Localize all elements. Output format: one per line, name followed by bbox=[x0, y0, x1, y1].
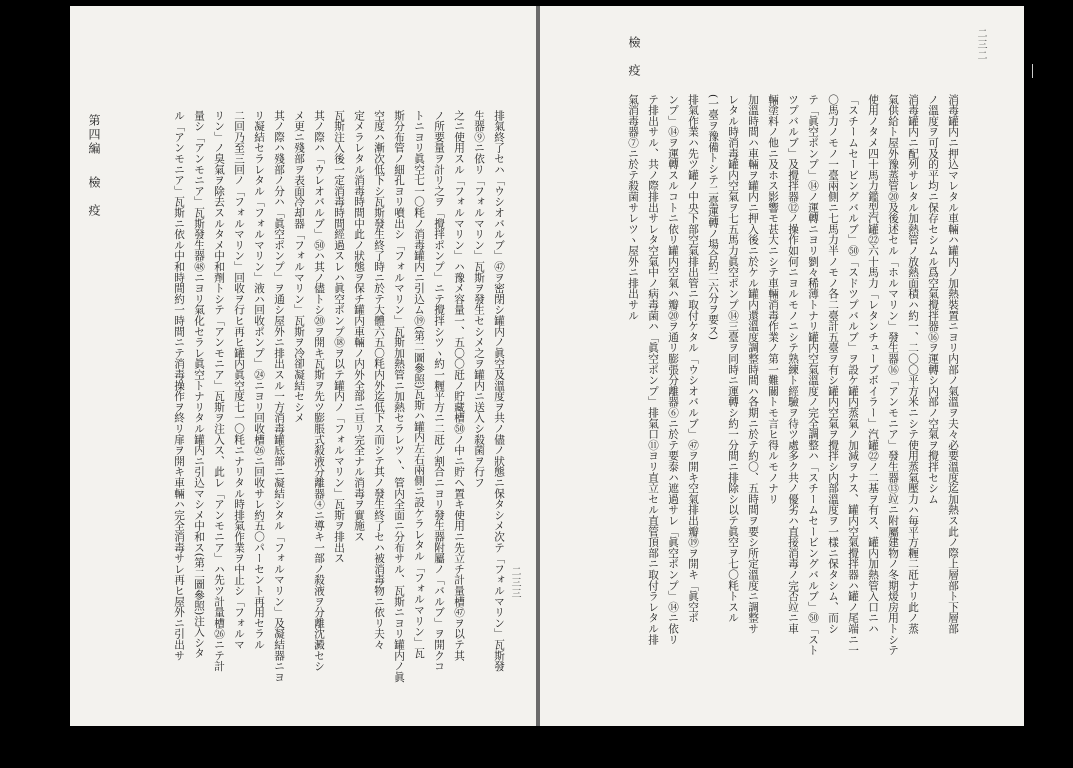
text-line: 排氣終了セハ「ウシオバルブ」㊼ヲ密閉シ罐内ノ眞空及溫度ヲ共ノ儘ノ狀態ニ保タシメ次テ「フォルマリン」瓦斯發 bbox=[493, 110, 505, 672]
text-line: 其ノ際ハ「ウレオバルブ」㊿ハ其ノ儘トシ⑳ヲ開キ瓦斯ヲ先ツ膨脹式殺液分離器④ニ導キ一部ノ殺液ヲ分離沈澱セシ bbox=[313, 110, 325, 672]
text-line: 生器⑨ニ依リ「フォルマリン」瓦斯ヲ發生セシメ之ヲ罐内ニ送入シ殺菌ヲ行フ bbox=[473, 110, 485, 488]
text-line: 二回乃至三回ノ「フォルマリン」回收ヲ行ヒ再ヒ罐内眞空度七一〇粍ニナリタル時排氣作業ヲ中止シ「フォルマ bbox=[233, 110, 245, 650]
left-page-number: 二三三 bbox=[509, 566, 520, 599]
text-line: レタル時消毒罐内空氣ヲ七五馬力眞空ポンプ⑭三臺ヲ同時ニ運轉シ約一分間ニ排除シ以テ眞空ヲ七〇粍トスル bbox=[727, 94, 739, 624]
text-line: テ排出サル、共ノ際排出サレタ空氣中ノ病毒菌ハ「眞空ポンプ」排氣口⑪ヨリ直立セル直管頂部ニ取付ラレタル排 bbox=[647, 94, 659, 645]
text-line: ル「アンモニア」瓦斯ニ依ル中和時間約一時間ニテ消毒操作ヲ終リ扉ヲ開キ車輛ハ完全消毒サレ再ヒ屋外ニ引出サ bbox=[173, 110, 185, 661]
left-header-title: 檢 疫 bbox=[87, 176, 101, 218]
left-header-section: 第四編 bbox=[87, 114, 101, 156]
text-line: 消毒罐内ニ配列サレタル加熱管ノ放熱面積ハ約一、二〇〇平方米ニシテ使用蒸氣壓力ハ毎平方糎二瓩ナリ此ノ蒸 bbox=[907, 94, 919, 634]
right-header-title: 檢 疫 bbox=[627, 36, 641, 78]
text-line: ンプ」⑭ヲ運轉スルコトニ依リ罐内空氣ハ瓣⑳ヲ通リ膨張分離器⑥ニ於テ要泰ハ遮過サレ「眞空ポンプ」⑭ニ依リ bbox=[667, 94, 679, 645]
text-line: 空度ハ漸次低下シ瓦斯發生終了時ニ於テ大體六五〇粍内外迄低下ス而シテ其ノ發生終了セハ被消毒物ニ依リ夫々 bbox=[373, 110, 385, 650]
text-line: 使用ノタメ四十馬力鑑型汽罐㉒六十馬力「レタンチューブボイラー」汽罐㉒ノ二基ヲ有ス、罐内加熱管入口ニハ bbox=[867, 94, 879, 634]
text-line: 定メラレタル消毒時間中此ノ狀態ヲ保チ罐内車輛ノ内外全部ニ亘リ完全ナル消毒ヲ實施ス bbox=[353, 110, 365, 542]
right-page bbox=[540, 6, 1024, 726]
text-line: リン」ノ臭氣ヲ除去スルタメ中和劑トシテ「アンモニア」瓦斯ヲ注入ス、此レ「アンモニア」ハ先ツ計量槽㉖ニテ計 bbox=[213, 110, 225, 672]
text-line: 排氣作業ハ先ツ罐ノ中央下部空氣排出管ニ取付ケタル「ウシオバルブ」㊼ヲ開キ空氣排出瓣⑲ヲ開キ「眞空ポ bbox=[687, 94, 699, 624]
text-line: 〇馬力ノモノ一臺兩側ニ七馬力半ノモノ各二臺計五臺ヲ有シ罐内空氣ヲ攪拌シ内部溫度ヲ一樣ニ保タシム、而シ bbox=[827, 94, 839, 634]
text-line: 消毒罐内ニ押込マレタル車輛ハ罐内ノ加熱裝置ニヨリ内部ノ氣溫ヲ夫々必要溫度迄加熱ス此ノ際上層部ト下層部 bbox=[947, 94, 959, 634]
text-line: 氣消毒器⑦ニ於テ殺菌サレツヽ屋外ニ排出サル bbox=[627, 94, 639, 321]
text-line: トニヨリ眞空七一〇粍ノ消毒罐内ニ引込ム⑲(第二圖參照)瓦斯ハ罐内左右兩側ニ設ケラレタル「フォルマリン」瓦 bbox=[413, 110, 425, 659]
text-line: 之ニ使用スル「フォルマリン」ハ豫メ容量一、五〇〇瓩ノ貯藏槽㊿ノ中ニ貯ヘ置キ使用ニ先立チ計量槽㊼ヲ以テ其 bbox=[453, 110, 465, 661]
scan-mark bbox=[1032, 64, 1033, 78]
text-line: 瓦斯注入後一定消毒時間經過スレハ眞空ポンプ⑱ヲ以テ罐内ノ「フォルマリン」瓦斯ヲ排出ス bbox=[333, 110, 345, 564]
text-line: ノ所要量ヲ計リ之ヲ「攪拌ポンプ」ニテ攪拌シツヽ約一糎平方ニ二瓩ノ割合ニヨリ發生器附屬ノ「バルブ」ヲ開クコ bbox=[433, 110, 445, 672]
text-line: 「スチームセービングバルブ」㊿「スドツプバルブ」ヲ設ケ罐内蒸氣ノ加減ヲナス、罐内空氣攪拌器ハ罐ノ尾端ニ一 bbox=[847, 94, 859, 656]
text-line: 量シ「アンモニア」瓦斯發生器㊽ニヨリ氣化セラレ眞空トナリタル罐内ニ引込マシメ中和ス(第二圖參照)注入シタ bbox=[193, 110, 205, 659]
right-page-number: 二三二 bbox=[975, 28, 986, 61]
text-line: 加溫時間ハ車輛ヲ罐内ニ押入後ニ於ケル罐内還溫度調整時間ハ各期ニ於テ約〇、五時間ヲ要シ所定溫度ニ調整サ bbox=[747, 94, 759, 634]
text-line: テ「眞空ポンプ」⑭ノ運轉ニヨリ劉々稀薄トナリ罐内空氣溫度ノ完全調整ハ「スチームセービングバルブ」㊿「スト bbox=[807, 94, 819, 656]
text-line: 斯分布管ノ細孔ヨリ噴出シ「フォルマリン」瓦斯加熱管ニ加熱セラレツヽ、管内全面ニ分布サル、瓦斯ニヨリ罐内ノ眞 bbox=[393, 110, 405, 683]
text-line: (一臺ヲ豫備トシテ二臺運轉ノ場合約二六分ヲ要ス) bbox=[707, 94, 719, 341]
text-line: 輛塗料ノ他ニ及ホス影響モ甚大ニシテ車輛消毒作業ノ第一難關トモ言ヒ得ルモノナリ bbox=[767, 94, 779, 505]
text-line: メ更ニ殘部ヲ表面冷却器「フォルマリン」瓦斯ヲ冷卻凝結セシメ bbox=[293, 110, 305, 424]
text-line: リ凝結セラレタル「フォルマリン」液ハ回收ポンプ」㉔ニヨリ回收槽㉖ニ回收サレ約五〇パーセント再用セラル bbox=[253, 110, 265, 650]
text-line: ツプバルブ」及攪拌器⑫ノ操作如何ニヨルモノニシテ熟練ト經驗ヲ待ツ處多ク共ノ優劣ハ直接消毒ノ完否竝ニ車 bbox=[787, 94, 799, 634]
text-line: ノ溫度ヲ可及的平均ニ保存セシムル爲空氣攪拌器⑯ヲ運轉シ内部ノ空氣ヲ攪拌セシム bbox=[927, 94, 939, 505]
text-line: 氣供給ト屋外豫蒸管⑳及後述セル「ホルマリン」發生器⑯「アンモニア」發生器⑬竝ニ附屬建物ノ冬期煖房用トシテ bbox=[887, 94, 899, 656]
text-line: 其ノ際ハ殘部ノ分ハ「眞空ポンプ」ヲ通シ屋外ニ排出スル一方消毒罐底部ニ凝結シタル「フォルマリン」及凝結器ニヨ bbox=[273, 110, 285, 683]
left-page bbox=[70, 6, 536, 726]
